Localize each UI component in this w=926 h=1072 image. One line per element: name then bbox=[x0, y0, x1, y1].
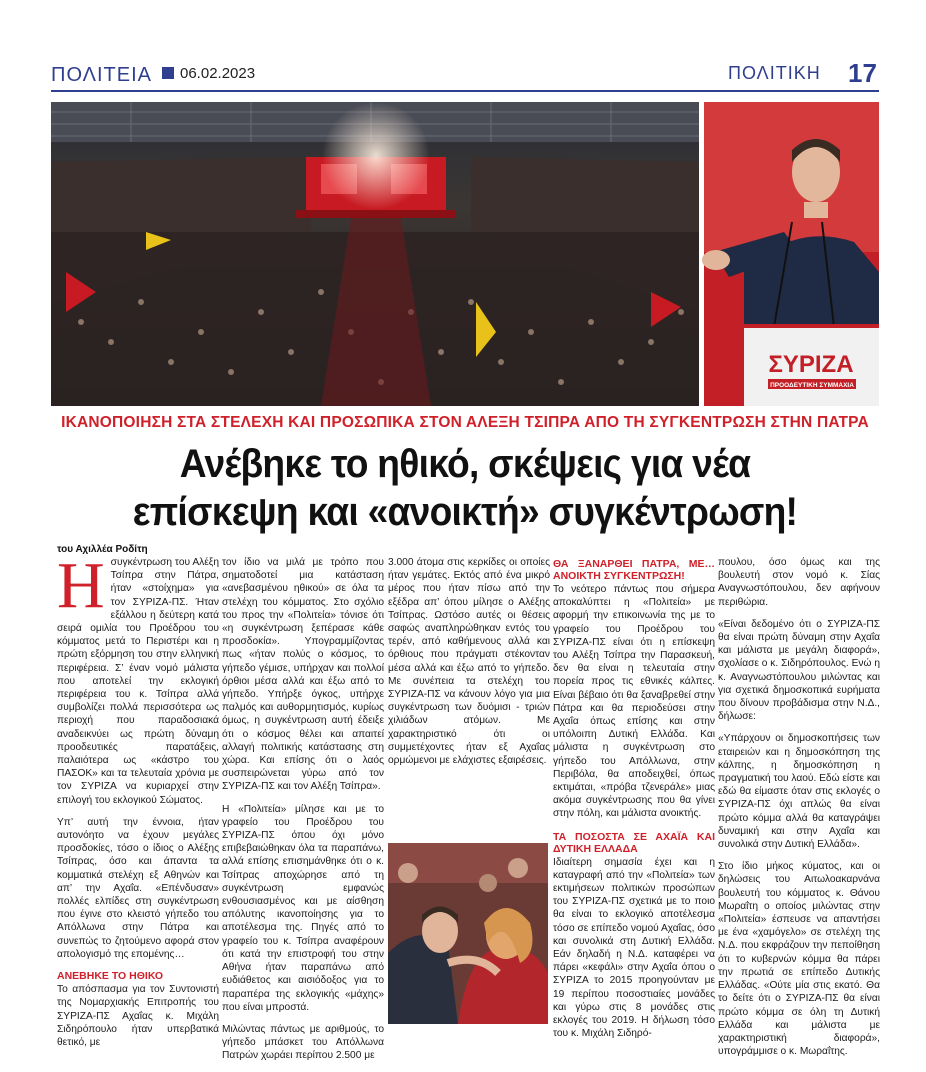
headline-line-1: Ανέβηκε το ηθικό, σκέψεις για νέα bbox=[179, 442, 751, 486]
rally-photo bbox=[51, 102, 699, 406]
speaker-photo-image bbox=[704, 102, 879, 406]
section-name: ΠΟΛΙΤΙΚΗ bbox=[728, 63, 821, 83]
speaker-photo bbox=[704, 102, 879, 406]
rally-photo-image bbox=[51, 102, 699, 406]
col2-paragraph-3: Μιλώντας πάντως με αριθμούς, το γήπεδο μπάσκετ του Απόλλωνα Πατρών χωράει περίπου 2.500 με bbox=[222, 1023, 384, 1062]
subheading-percentages: ΤΑ ΠΟΣΟΣΤΑ ΣΕ ΑΧΑΪΑ ΚΑΙ ΔΥΤΙΚΗ ΕΛΛΑΔΑ bbox=[553, 830, 715, 855]
col1-paragraph-2: Υπ’ αυτή την έννοια, ήταν αυτονόητο να έχουν μεγάλες προσδοκίες, τόσο ο ίδιος ο Αλέξης Τσίπρας, όσο και άπαντα τα κομματικά στελέχη εξ Αθηνών και απ’ την Αχαΐα. «Επένδυσαν» πολλές ελπίδες στη συγκέντρωση που έγινε στο κλειστό γήπεδο του Απόλλωνα στην Πάτρα και συνεπώς το ζητούμενο αφορά στον απολογισμό της επομένης… bbox=[57, 816, 219, 960]
col1-paragraph-3: Το απόσπασμα για τον Συντονιστή της Νομαρχιακής Επιτροπής του ΣΥΡΙΖΑ-ΠΣ Αχαΐας κ. Μιχάλη Σιδηρόπουλο ήταν υπερβατικά θετικό, με bbox=[57, 984, 219, 1048]
col2-paragraph-2: Η «Πολιτεία» μίλησε και με το γραφείο του Προέδρου του ΣΥΡΙΖΑ-ΠΣ όπου όχι μόνο επιβεβαιώθηκαν όλα τα παραπάνω, αλλά επίσης επισημάνθηκε ότι ο κ. Τσίπρας αποχώρησε από τη συγκέντρωση εμφανώς ενθουσιασμένος και με αίσθηση απόλυτης ικανοποίησης για το αποτέλεσμα της. Πηγές από το γραφείο του κ. Τσίπρα αναφέρουν ότι κατά την επιστροφή του στην Αθήνα ήταν παραπάνω από ευδιάθετος και αισιόδοξος για το παραπέρα της εκλογικής «μάχης» που είναι μπροστά. bbox=[222, 803, 384, 1013]
crowd-embrace-photo bbox=[388, 843, 548, 1024]
podium-sign-sub: ΠΡΟΟΔΕΥΤΙΚΗ ΣΥΜΜΑΧΙΑ bbox=[770, 382, 854, 389]
col4-paragraph-2: Ιδιαίτερη σημασία έχει και η καταγραφή από την «Πολιτεία» των εκτιμήσεων πολιτικών προσώπων του ΣΥΡΙΖΑ-ΠΣ σχετικά με το ποιο θα είναι το εκλογικό αποτέλεσμα τόσο σε επίπεδο νομού Αχαΐας, όσο και συνολικά στη Δυτική Ελλάδα. Εάν δηλαδή η Ν.Δ. καταφέρει να πάρει «κεφάλι» στην Αχαΐα όπου ο ΣΥΡΙΖΑ το 2015 προηγούνταν με 19 περίπου ποσοστιαίες μονάδες και γύρω στις 8 μονάδες στις εκλογές του 2019. Η δήλωση τόσο του κ. Μιχάλη Σιδηρό- bbox=[553, 856, 715, 1040]
headline-line-2: επίσκεψη και «ανοικτή» συγκέντρωση! bbox=[132, 490, 798, 534]
article-column-4 bbox=[553, 556, 715, 1050]
col5-paragraph-4: Στο ίδιο μήκος κύματος, και οι δηλώσεις του Αιτωλοακαρνάνα βουλευτή του κόμματος κ. Θάνου Μωραΐτη ο οποίος μιλώντας στην «Πολιτεία» έσπευσε να απαντήσει με ένα «χαμόγελο» σε στελέχη της Ν.Δ. που εκφράζουν την πεποίθηση ότι το κυβερνών κόμμα θα πάρει την πρωτιά σε επίπεδο Δυτικής Ελλάδας. «Ούτε μία στις εκατό. Θα το δείτε ότι ο ΣΥΡΙΖΑ-ΠΣ θα είναι πρώτο κόμμα σε όλη τη Δυτική Ελλάδα και μάλιστα με χαρακτηριστική διαφορά», υπογράμμισε ο κ. Μωραΐτης. bbox=[718, 861, 880, 1058]
subheading-return-patras: ΘΑ ΞΑΝΑΡΘΕΙ ΠΑΤΡΑ, ΜΕ… ΑΝΟΙΚΤΗ ΣΥΓΚΕΝΤΡΩΣΗ! bbox=[553, 558, 715, 582]
article-kicker: ΙΚΑΝΟΠΟΙΗΣΗ ΣΤΑ ΣΤΕΛΕΧΗ ΚΑΙ ΠΡΟΣΩΠΙΚΑ ΣΤΟΝ ΑΛΕΞΗ ΤΣΙΠΡΑ ΑΠΟ ΤΗ ΣΥΓΚΕΝΤΡΩΣΗ ΣΤΗΝ ΠΑΤΡΑ bbox=[61, 414, 869, 431]
separator-square bbox=[162, 67, 174, 79]
subheading-morale: ΑΝΕΒΗΚΕ ΤΟ ΗΘΙΚΟ bbox=[57, 970, 164, 983]
col3-paragraph-1: 3.000 άτομα στις κερκίδες οι οποίες ήταν γεμάτες. Εκτός από ένα μικρό μέρος που ήταν πίσω από την εξέδρα απ’ όπου μίλησε ο Αλέξης Τσίπρας. Ωστόσο αυτές οι θέσεις σαφώς αναπληρώθηκαν εντός του τερέν, από καθήμενους αλλά και όρθιους που πράγματι στέκονταν μέσα αλλά και έξω από το γήπεδο. Με συνέπεια τα στελέχη του ΣΥΡΙΖΑ-ΠΣ να κάνουν λόγο για μια συγκέντρωση των δυόμισι - τριών χιλιάδων ατόμων. Με χαρακτηριστικό ότι οι συμμετέχοντες ήταν εξ Αχαΐας ορμώμενοι με ελάχιστες εξαιρέσεις. bbox=[388, 557, 550, 767]
article-column-2 bbox=[222, 556, 384, 1072]
col1-paragraph-1: συγκέντρωση του Αλέξη Τσίπρα στην Πάτρα, ήταν «στοίχημα» για τον ΣΥΡΙΖΑ-ΠΣ. Ήταν εξάλλου η δεύτερη κατά σειρά ομιλία του Προέδρου του κόμματος μετά το Περιστέρι και η πρώτη εξόρμηση του στην ελληνική περιφέρεια. Σ’ έναν νομό μάλιστα που αποτελεί την εκλογική περιφέρεια του κ. Τσίπρα αλλά συμβολίζει πολλά περισσότερα ως περιοχή που παραδοσιακά αναδεικνύει ως πρώτη δύναμη προοδευτικές παρατάξεις, παλαιότερα ως «κάστρο του ΠΑΣΟΚ» και τα τελευταία χρόνια με τον ΣΥΡΙΖΑ να κυριαρχεί στην επιλογή του εκλογικού Σώματος. bbox=[57, 557, 219, 806]
col2-paragraph-1: τον ίδιο να μιλά με τρόπο που σηματοδοτεί μια κατάσταση «ανεβασμένου ηθικού» σε όλα τα στελέχη του κόμματος. Στο σχόλιο του προς την «Πολιτεία» τόνισε ότι «η συγκέντρωση ξεπέρασε κάθε προσδοκία». Υπογραμμίζοντας πως «ήταν πολύς ο κόσμος, το γήπεδο γέμισε, υπήρχαν και πολλοί όρθιοι μέσα αλλά και έξω από το γήπεδο. Υπήρξε όγκος, υπήρχε παλμός και αυθορμητισμός, κυρίως όμως, η συγκέντρωση αυτή έδειξε ότι ο κόσμος θέλει και απαιτεί αλλαγή πολιτικής κατάστασης στη χώρα. Και επίσης ότι ο λαός συσπειρώνεται γύρω από τον ΣΥΡΙΖΑ-ΠΣ και τον Αλέξη Τσίπρα». bbox=[222, 557, 384, 793]
article-headline bbox=[80, 440, 850, 536]
page-header bbox=[0, 0, 926, 96]
col5-paragraph-3: «Υπάρχουν οι δημοσκοπήσεις των εταιρειών και η δημοσκόπηση της κάλπης, η δημοσκόπηση η πραγματική του λαού. Εδώ είστε και εδώ θα είμαστε όταν στις εκλογές ο ΣΥΡΙΖΑ-ΠΣ όχι απλώς θα είναι πρώτο κόμμα αλλά θα καταγράψει δυναμική και στην Αχαΐα και συνολικά στην Δυτική Ελλάδα». bbox=[718, 733, 880, 851]
col5-paragraph-2: «Είναι δεδομένο ότι ο ΣΥΡΙΖΑ-ΠΣ θα είναι πρώτη δύναμη στην Αχαΐα και μάλιστα με μεγάλη διαφορά», σχολίασε ο κ. Σιδηρόπουλος. Ενώ η κ. Αναγνωστόπουλου μιλώντας και για σχετικά δημοσκοπικά ευρήματα που δίνουν προβάδισμα στην Ν.Δ., δήλωσε: bbox=[718, 618, 880, 723]
article-column-5 bbox=[718, 556, 880, 1067]
issue-date: 06.02.2023 bbox=[180, 65, 256, 82]
header-rule bbox=[51, 90, 879, 92]
col5-paragraph-1: πουλου, όσο όμως και της βουλευτή στον νομό κ. Σίας Αναγνωστόπουλου, δεν αφήνουν περιθώρια. bbox=[718, 557, 880, 608]
article-column-3 bbox=[388, 556, 550, 776]
page-number: 17 bbox=[848, 58, 877, 88]
crowd-embrace-image bbox=[388, 843, 548, 1024]
col4-paragraph-1: Το νεότερο πάντως που σήμερα αποκαλύπτει η «Πολιτεία» με αφορμή την επικοινωνία της με το γραφείο του Προέδρου του ΣΥΡΙΖΑ-ΠΣ είναι ότι η επίσκεψη του Αλέξη Τσίπρα την Παρασκευή, δεν θα είναι η τελευταία στην πορεία προς τις εθνικές κάλπες. Είναι βέβαιο ότι θα ξαναβρεθεί στην Πάτρα και θα περιοδεύσει στην Αχαΐα όπως επίσης και στην υπόλοιπη Δυτική Ελλάδα. Και μάλιστα η συγκέντρωση στο γήπεδο του Απόλλωνα, στην Περιβόλα, θα αποδειχθεί, όπως εκτιμάται, «πρόβα τζενεράλε» μιας ακόμα συγκέντρωσης που θα γίνει στην πόλη, και μάλιστα ανοικτής. bbox=[553, 584, 715, 820]
newspaper-brand: ΠΟΛΙΤΕΙΑ bbox=[51, 64, 153, 86]
podium-sign: ΣΥΡΙΖΑ bbox=[768, 351, 854, 378]
drop-cap: Η bbox=[57, 549, 105, 622]
byline: του Αχιλλέα Ροδίτη bbox=[57, 544, 148, 555]
